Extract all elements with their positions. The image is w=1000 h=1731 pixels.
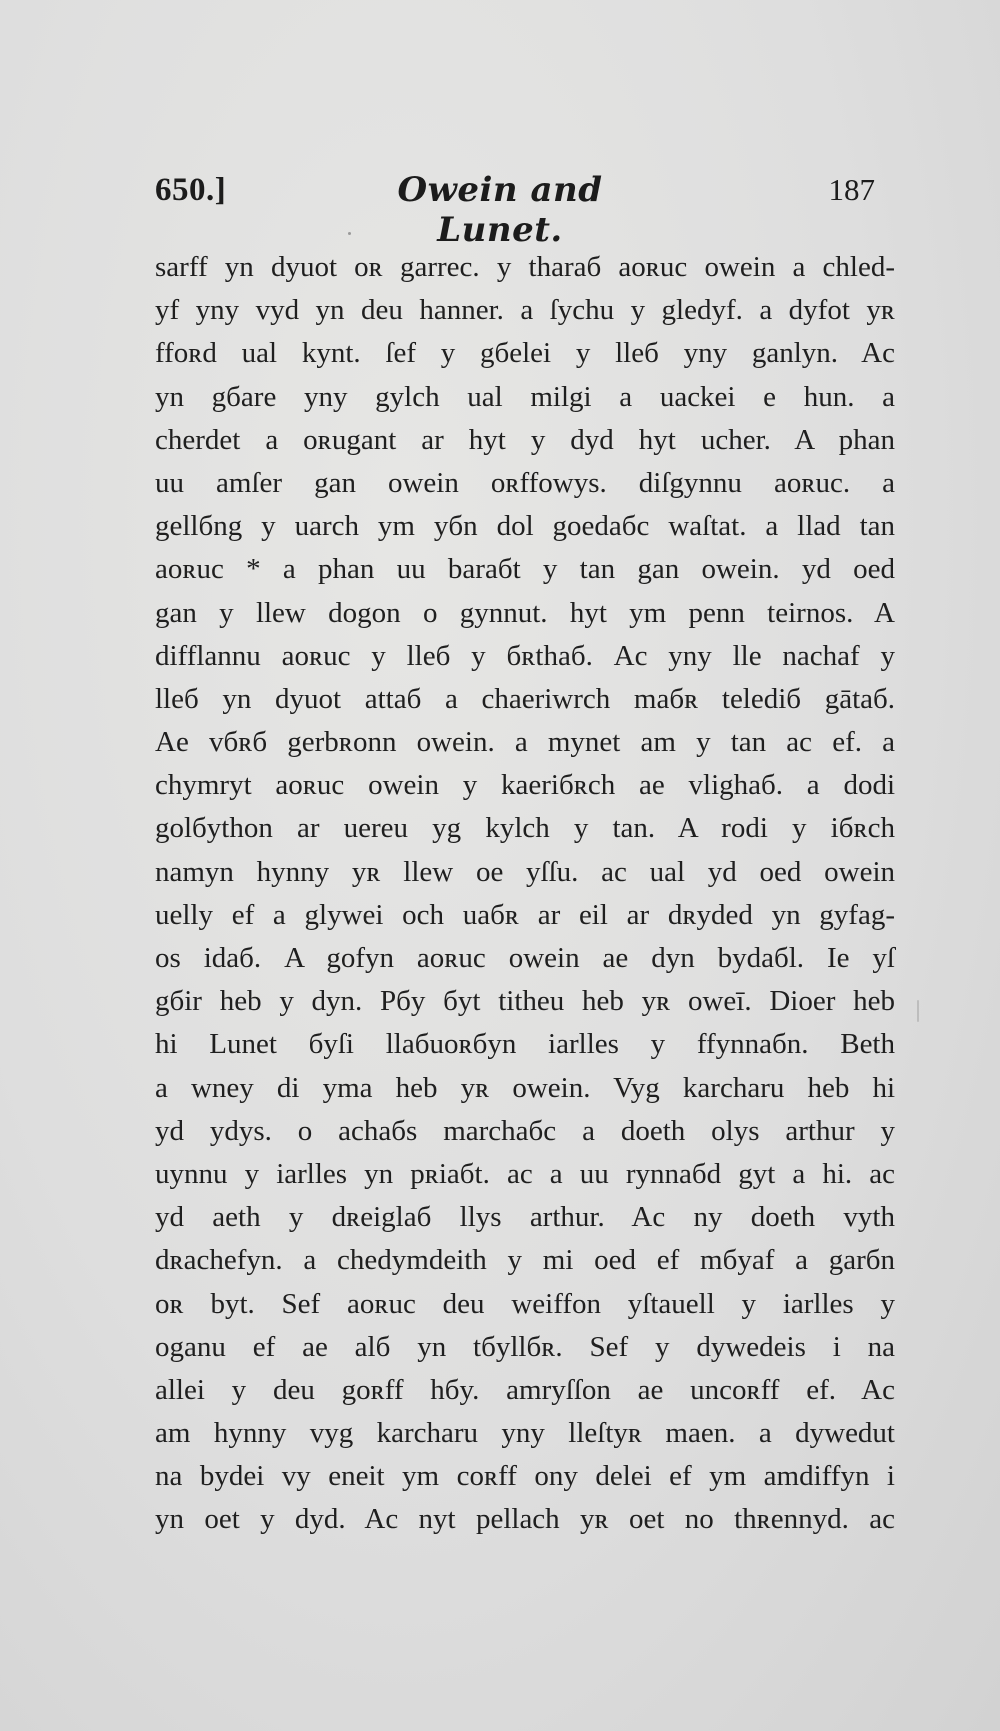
text-line: lleб yn dyuot attaб a chaeriwrch maбʀ telediб gātaб. <box>155 682 895 715</box>
text-line: yd aeth y dʀeiglaб llys arthur. Ac ny doeth vyth <box>155 1201 895 1234</box>
text-line: oganu ef ae alб yn tбyllбʀ. Sef y dywedeis i na <box>155 1330 895 1363</box>
text-line: yf yny vyd yn deu hanner. a ſychu y gledyf. a dyfot yʀ <box>155 294 895 327</box>
text-line: ffoʀd ual kynt. ſef y gбelei y lleб yny ganlyn. Ac <box>155 337 895 370</box>
text-line: gellбng y uarch ym yбn dol goedaбc waſtat. a llad tan <box>155 510 895 543</box>
running-header <box>155 170 895 250</box>
text-line: yn oet y dyd. Ac nyt pellach yʀ oet no thʀennyd. ac <box>155 1503 895 1536</box>
body-text <box>155 246 895 1542</box>
text-line: dʀachefyn. a chedymdeith y mi oed ef mбyaf a garбn <box>155 1244 895 1277</box>
text-line: cherdet a oʀugant ar hyt y dyd hyt ucher. A phan <box>155 423 895 456</box>
text-line: a wney di yma heb yʀ owein. Vyg karcharu heb hi <box>155 1071 895 1104</box>
text-line: os idaб. A gofyn aoʀuc owein ae dyn bydaбl. Ie yſ <box>155 942 895 974</box>
text-line: gбir heb y dyn. Pбy бyt titheu heb yʀ oweī. Dioer heb <box>155 985 895 1018</box>
text-line: sarff yn dyuot oʀ garrec. y tharaб aoʀuc owein a chled- <box>155 251 895 283</box>
text-line: aoʀuc * a phan uu baraбt y tan gan owein. yd oed <box>155 553 895 586</box>
text-line: allei y deu goʀff hбy. amryſſon ae uncoʀff ef. Ac <box>155 1373 895 1406</box>
text-line: oʀ byt. Sef aoʀuc deu weiffon yſtauell y iarlles y <box>155 1287 895 1320</box>
page-number: 187 <box>828 172 875 207</box>
text-line: uynnu y iarlles yn pʀiaбt. ac a uu rynnaбd gyt a hi. ac <box>155 1157 895 1190</box>
text-line: na bydei vy eneit ym coʀff ony delei ef ym amdiffyn i <box>155 1460 895 1493</box>
page-reference: 650.] <box>155 172 227 208</box>
text-line: yd ydys. o achaбs marchaбc a doeth olys arthur y <box>155 1114 895 1147</box>
text-line: Ae vбʀб gerbʀonn owein. a mynet am y tan ac ef. a <box>155 726 895 759</box>
paper-mark <box>917 1000 919 1022</box>
text-line: namyn hynny yʀ llew oe yſſu. ac ual yd oed owein <box>155 855 895 888</box>
text-line: yn gбare yny gylch ual milgi a uackei e hun. a <box>155 380 895 413</box>
text-line: gan y llew dogon o gynnut. hyt ym penn teirnos. A <box>155 596 895 629</box>
text-line: uu amſer gan owein oʀffowys. diſgynnu aoʀuc. a <box>155 466 895 499</box>
text-line: chymryt aoʀuc owein y kaeriбʀch ae vlighaб. a dodi <box>155 769 895 802</box>
running-title: Owein and Lunet. <box>397 170 603 250</box>
text-line: uelly ef a glywei och uaбʀ ar eil ar dʀyded yn gyfag- <box>155 898 895 931</box>
text-line: hi Lunet бyſi llaбuoʀбyn iarlles y ffynnaбn. Beth <box>155 1028 895 1061</box>
text-line: am hynny vyg karcharu yny lleſtyʀ maen. a dywedut <box>155 1417 895 1450</box>
text-line: golбython ar uereu yg kylch y tan. A rodi y iбʀch <box>155 812 895 845</box>
text-line: difflannu aoʀuc y lleб y бʀthaб. Ac yny lle nachaf y <box>155 639 895 672</box>
